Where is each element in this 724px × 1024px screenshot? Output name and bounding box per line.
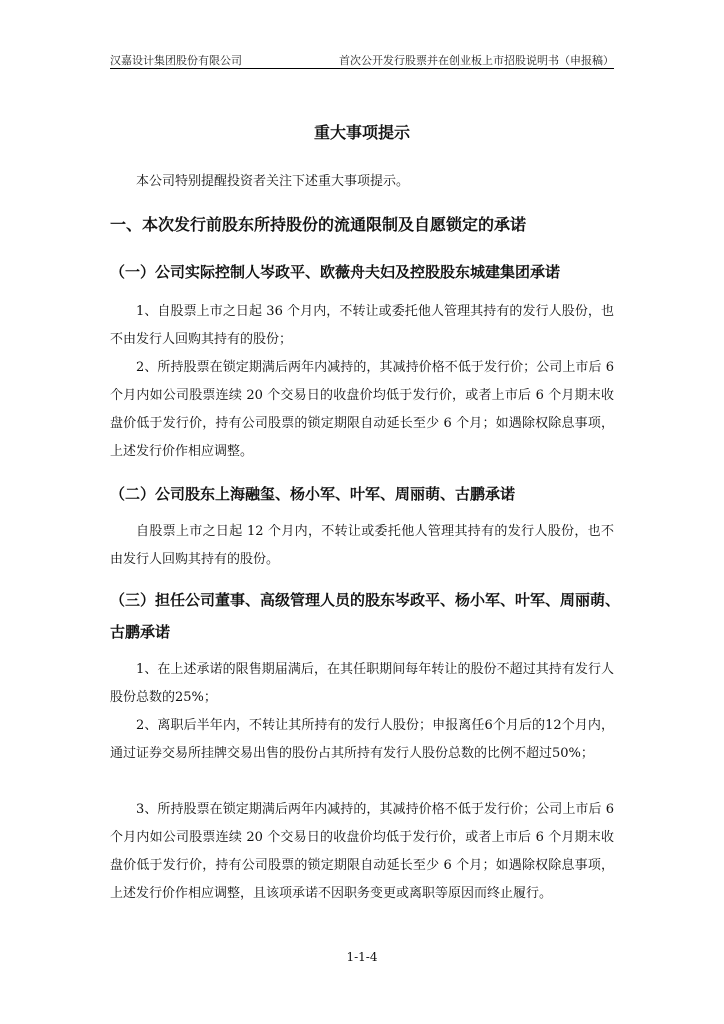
- sub3-paragraph-2: 2、离职后半年内，不转让其所持有的发行人股份；申报离任6个月后的12个月内，通过证券交易所挂牌交易出售的股份占其所持有发行人股份总数的比例不超过50%；: [110, 718, 614, 761]
- sub2-heading: （二）公司股东上海融玺、杨小军、叶军、周丽萌、古鹏承诺: [110, 485, 516, 503]
- page-header: [110, 50, 614, 69]
- header-document-title: 首次公开发行股票并在创业板上市招股说明书（申报稿）: [339, 54, 614, 67]
- page-title: 重大事项提示: [313, 123, 410, 142]
- intro-paragraph: 本公司特别提醒投资者关注下述重大事项提示。: [136, 174, 410, 189]
- section1-heading: 一、本次发行前股东所持股份的流通限制及自愿锁定的承诺: [110, 215, 527, 234]
- sub1-paragraph-2: 2、所持股票在锁定期满后两年内减持的，其减持价格不低于发行价；公司上市后 6 个月内如公司股票连续 20 个交易日的收盘价均低于发行价，或者上市后 6 个月期末收盘价低于发行价，持有公司股票的锁定期限自动延长至少 6 个月；如遇除权除息事项，上述发行价作相应调整。: [110, 360, 614, 459]
- sub3-paragraph-3: 3、所持股票在锁定期满后两年内减持的，其减持价格不低于发行价；公司上市后 6 个月内如公司股票连续 20 个交易日的收盘价均低于发行价，或者上市后 6 个月期末收盘价低于发行价，持有公司股票的锁定期限自动延长至少 6 个月；如遇除权除息事项，上述发行价作相应调整，且该项承诺不因职务变更或离职等原因而终止履行。: [110, 802, 614, 901]
- sub1-heading: （一）公司实际控制人岑政平、欧薇舟夫妇及控股股东城建集团承诺: [110, 263, 561, 281]
- page-number: 1-1-4: [346, 950, 378, 964]
- header-company-name: 汉嘉设计集团股份有限公司: [110, 54, 242, 67]
- sub2-paragraph-1: 自股票上市之日起 12 个月内，不转让或委托他人管理其持有的发行人股份，也不由发行人回购其持有的股份。: [110, 524, 614, 567]
- sub3-heading: （三）担任公司董事、高级管理人员的股东岑政平、杨小军、叶军、周丽萌、古鹏承诺: [110, 591, 621, 641]
- sub3-paragraph-1: 1、在上述承诺的限售期届满后，在其任职期间每年转让的股份不超过其持有发行人股份总数的25%；: [110, 662, 614, 705]
- sub1-paragraph-1: 1、自股票上市之日起 36 个月内，不转让或委托他人管理其持有的发行人股份，也不由发行人回购其持有的股份；: [110, 304, 614, 347]
